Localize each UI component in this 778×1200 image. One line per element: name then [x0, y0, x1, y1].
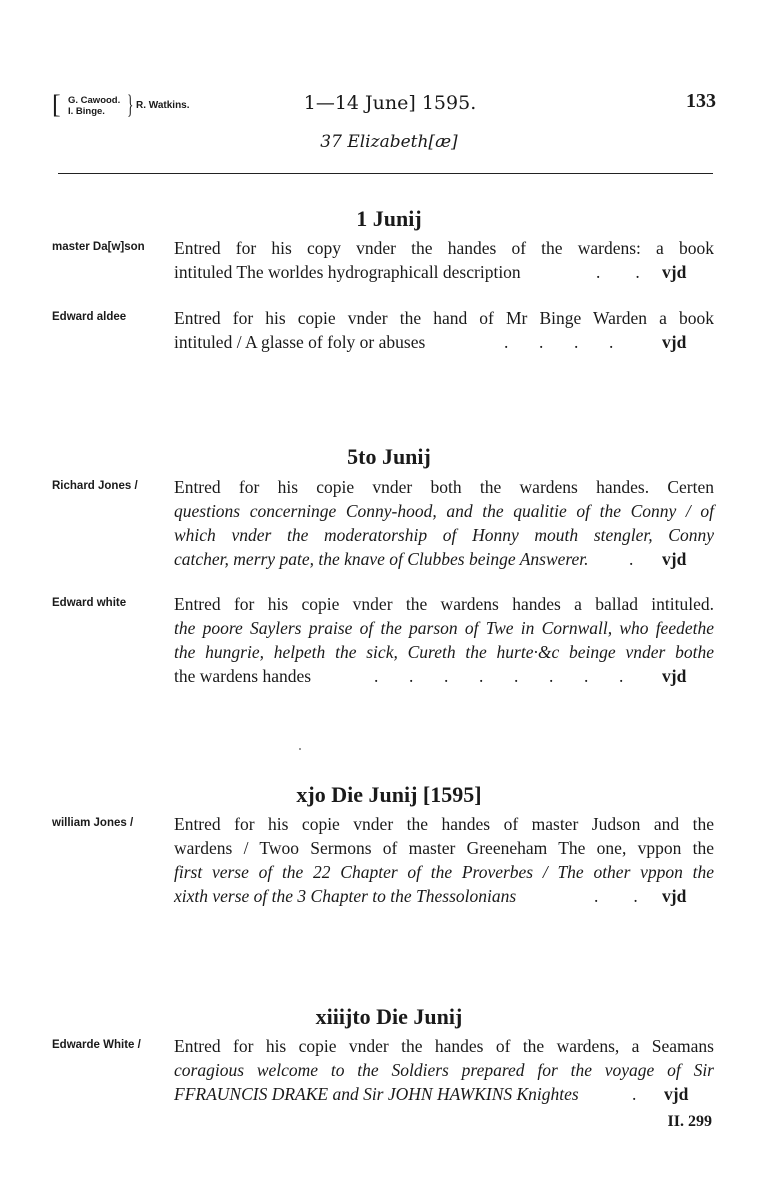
fee: vjd: [662, 666, 687, 686]
entry-line: first verse of the 22 Chapter of the Proverbes / The other vppon the: [174, 862, 714, 882]
entry-line: Entred for his copie vnder the handes of master Judson and the: [174, 814, 714, 834]
header-rule: [58, 173, 713, 174]
entry-line: coragious welcome to the Soldiers prepared for the voyage of Sir: [174, 1060, 714, 1080]
date-heading-1-junij: 1 Junij: [356, 206, 422, 231]
entry-line: catcher, merry pate, the knave of Clubbes beinge Answerer. . vjd: [174, 549, 687, 569]
fee: vjd: [662, 886, 687, 906]
entry-line: which vnder the moderatorship of Honny mouth stengler, Conny: [174, 525, 714, 545]
stationer-1: G. Cawood.: [68, 95, 121, 106]
signature-mark: II. 299: [667, 1113, 712, 1130]
regnal-year: [0, 132, 778, 152]
entry-line: intituled / A glasse of foly or abuses . . . . vjd: [174, 332, 687, 352]
entry-line-text: intituled The worldes hydrographicall description: [174, 262, 521, 282]
stationer-2: I. Binge.: [68, 106, 105, 117]
entry-text: [174, 306, 714, 354]
entry-line: FFRAUNCIS DRAKE and Sir JOHN HAWKINS Knightes . vjd: [174, 1084, 689, 1104]
entry-text: [174, 475, 714, 571]
entry-line: questions concerninge Conny-hood, and the qualitie of the Conny / of: [174, 501, 714, 521]
entry-name: Edward aldee: [52, 311, 127, 323]
date-heading-xj-die-junij: xjo Die Junij [1595]: [296, 782, 482, 807]
entry-line: Entred for his copie vnder the wardens handes a ballad intituled.: [174, 594, 714, 614]
entry-line-text: the wardens handes: [174, 666, 312, 686]
page-number: 133: [686, 90, 716, 112]
entry-line: the poore Saylers praise of the parson of Twe in Cornwall, who feedethe: [174, 618, 714, 638]
running-header-stationers: [52, 92, 252, 122]
entry-line: Entred for his copy vnder the handes of the wardens: a book: [174, 238, 714, 258]
entry-line: xixth verse of the 3 Chapter to the Thessolonians . . vjd: [174, 886, 687, 906]
entry-line-text: intituled / A glasse of foly or abuses: [174, 332, 426, 352]
entry-name: Edward white: [52, 597, 127, 609]
left-bracket: [: [52, 90, 61, 119]
entry-line: intituled The worldes hydrographicall description . . vjd: [174, 262, 687, 282]
entry-line: Entred for his copie vnder the handes of the wardens, a Seamans: [174, 1036, 714, 1056]
stationer-names: [68, 95, 120, 117]
entry-text: [174, 812, 714, 908]
entry-text: [174, 236, 714, 284]
entry-name: Edwarde White /: [52, 1039, 141, 1051]
entry-line-text: catcher, merry pate, the knave of Clubbes beinge Answerer.: [174, 549, 589, 569]
date-heading-5-junij: 5to Junij: [347, 444, 431, 469]
entry-line-text: FFRAUNCIS DRAKE and Sir JOHN HAWKINS Knightes: [174, 1084, 579, 1104]
running-header-dates: 1—14 June] 1595.: [303, 92, 477, 114]
fee: vjd: [662, 549, 687, 569]
entry-text: [174, 1034, 714, 1106]
regnal-year-text: 37 Elizabeth[æ]: [320, 132, 458, 152]
printer-name: R. Watkins.: [136, 100, 190, 111]
right-brace: }: [127, 90, 134, 119]
fee: vjd: [662, 262, 687, 282]
entry-text: [174, 592, 714, 688]
entry-line-text: xixth verse of the 3 Chapter to the Thessolonians: [174, 886, 517, 906]
fee: vjd: [664, 1084, 689, 1104]
entry-line: Entred for his copie vnder both the wardens handes. Certen: [174, 477, 714, 497]
entry-line: wardens / Twoo Sermons of master Greeneham The one, vppon the: [174, 838, 714, 858]
entry-name: Richard Jones /: [52, 480, 138, 492]
entry-line: the wardens handes . . . . . . . . vjd: [174, 666, 687, 686]
entry-name: william Jones /: [52, 817, 134, 829]
date-heading-xiiij-die-junij: xiiijto Die Junij: [315, 1004, 463, 1029]
entry-line: the hungrie, helpeth the sick, Cureth the hurte·&c beinge vnder bothe: [174, 642, 714, 662]
fee: vjd: [662, 332, 687, 352]
entry-name: master Da[w]son: [52, 241, 145, 253]
entry-line: Entred for his copie vnder the hand of Mr Binge Warden a book: [174, 308, 714, 328]
paper-speck: [299, 748, 301, 750]
